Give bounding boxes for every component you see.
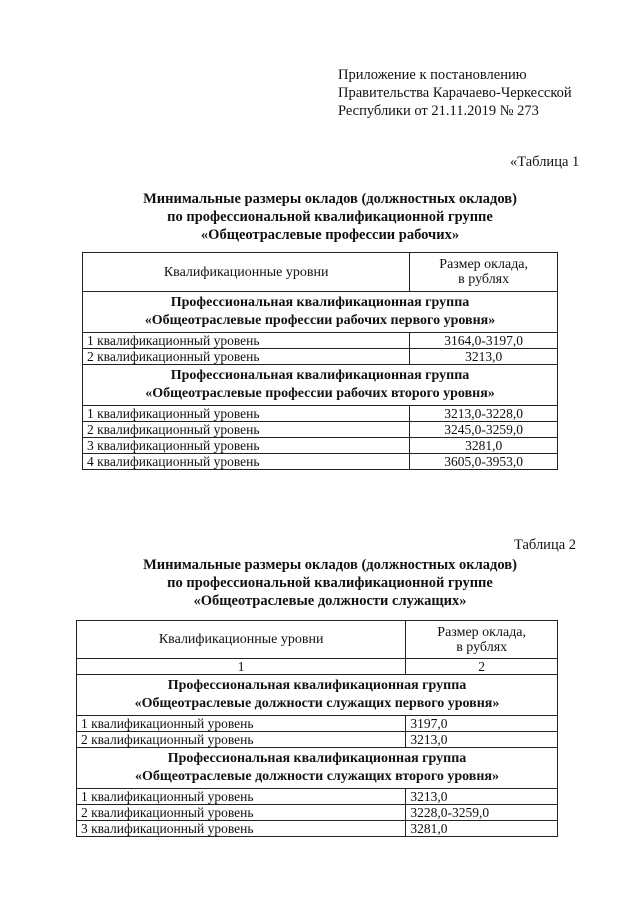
level-cell: 3 квалификационный уровень (77, 821, 406, 837)
column-number-1: 1 (77, 659, 406, 675)
salary-cell: 3164,0-3197,0 (410, 333, 558, 349)
table2-group-row (77, 675, 558, 716)
table1-group-2-title (83, 365, 558, 406)
level-cell: 4 квалификационный уровень (83, 454, 410, 470)
salary-cell: 3245,0-3259,0 (410, 422, 558, 438)
level-cell: 2 квалификационный уровень (77, 732, 406, 748)
table2-title-line-2: по профессиональной квалификационной группе (167, 575, 493, 591)
table2-label: Таблица 2 (514, 537, 577, 553)
table2-col-salary-line-1: Размер оклада, (437, 624, 527, 640)
table-row (83, 406, 558, 422)
table1-col-salary-line-1: Размер оклада, (439, 257, 529, 272)
table-row (77, 716, 558, 732)
level-cell: 1 квалификационный уровень (83, 406, 410, 422)
salary-cell: 3197,0 (406, 716, 558, 732)
group-title-line: «Общеотраслевые должности служащих второго уровня» (135, 769, 499, 784)
table1-col-levels: Квалификационные уровни (83, 253, 410, 292)
table-row (77, 805, 558, 821)
table-row (83, 333, 558, 349)
level-cell: 2 квалификационный уровень (83, 422, 410, 438)
table2-title (100, 556, 560, 610)
salary-cell: 3605,0-3953,0 (410, 454, 558, 470)
table2-group-1-title (77, 675, 558, 716)
table1-group-1-title (83, 292, 558, 333)
salary-cell: 3213,0 (410, 349, 558, 365)
table1-title (100, 190, 560, 244)
table-row (77, 732, 558, 748)
table1-group-row (83, 292, 558, 333)
table1-label: «Таблица 1 (510, 154, 580, 170)
table2-title-line-3: «Общеотраслевые должности служащих» (193, 593, 467, 609)
column-number-2: 2 (406, 659, 558, 675)
salary-cell: 3213,0 (406, 732, 558, 748)
table2-title-line-1: Минимальные размеры окладов (должностных окладов) (143, 557, 517, 573)
table2-col-salary (406, 621, 558, 659)
level-cell: 1 квалификационный уровень (83, 333, 410, 349)
group-title-line: Профессиональная квалификационная группа (170, 295, 470, 310)
header-line-2: Правительства Карачаево-Черкесской (338, 85, 572, 101)
group-title-line: «Общеотраслевые профессии рабочих первого уровня» (144, 313, 496, 328)
group-title-line: «Общеотраслевые должности служащих первого уровня» (134, 696, 500, 711)
table2-number-row (77, 659, 558, 675)
appendix-header (338, 66, 608, 120)
header-line-1: Приложение к постановлению (338, 67, 527, 83)
table-row (77, 789, 558, 805)
table2-group-row (77, 748, 558, 789)
table1-title-line-1: Минимальные размеры окладов (должностных окладов) (143, 191, 517, 207)
salary-cell: 3281,0 (410, 438, 558, 454)
table2-header-row (77, 621, 558, 659)
table2-group-2-title (77, 748, 558, 789)
level-cell: 1 квалификационный уровень (77, 716, 406, 732)
table1-group-row (83, 365, 558, 406)
group-title-line: Профессиональная квалификационная группа (167, 678, 467, 693)
table1-header-row (83, 253, 558, 292)
table-row (83, 454, 558, 470)
salary-cell: 3281,0 (406, 821, 558, 837)
table-row (77, 821, 558, 837)
table-row (83, 349, 558, 365)
salary-cell: 3228,0-3259,0 (406, 805, 558, 821)
table-row (83, 438, 558, 454)
table2-col-salary-line-2: в рублях (456, 639, 508, 655)
table-row (83, 422, 558, 438)
table1-col-salary-line-2: в рублях (458, 272, 510, 287)
table1-title-line-3: «Общеотраслевые профессии рабочих» (200, 227, 460, 243)
group-title-line: Профессиональная квалификационная группа (170, 368, 470, 383)
group-title-line: «Общеотраслевые профессии рабочих второго уровня» (145, 386, 495, 401)
header-line-3: Республики от 21.11.2019 № 273 (338, 103, 539, 119)
level-cell: 1 квалификационный уровень (77, 789, 406, 805)
level-cell: 3 квалификационный уровень (83, 438, 410, 454)
group-title-line: Профессиональная квалификационная группа (167, 751, 467, 766)
level-cell: 2 квалификационный уровень (83, 349, 410, 365)
salary-cell: 3213,0-3228,0 (410, 406, 558, 422)
table2-col-levels: Квалификационные уровни (77, 621, 406, 659)
table1-col-salary (410, 253, 558, 292)
table1 (82, 252, 558, 470)
table2 (76, 620, 558, 837)
salary-cell: 3213,0 (406, 789, 558, 805)
level-cell: 2 квалификационный уровень (77, 805, 406, 821)
table1-title-line-2: по профессиональной квалификационной группе (167, 209, 493, 225)
